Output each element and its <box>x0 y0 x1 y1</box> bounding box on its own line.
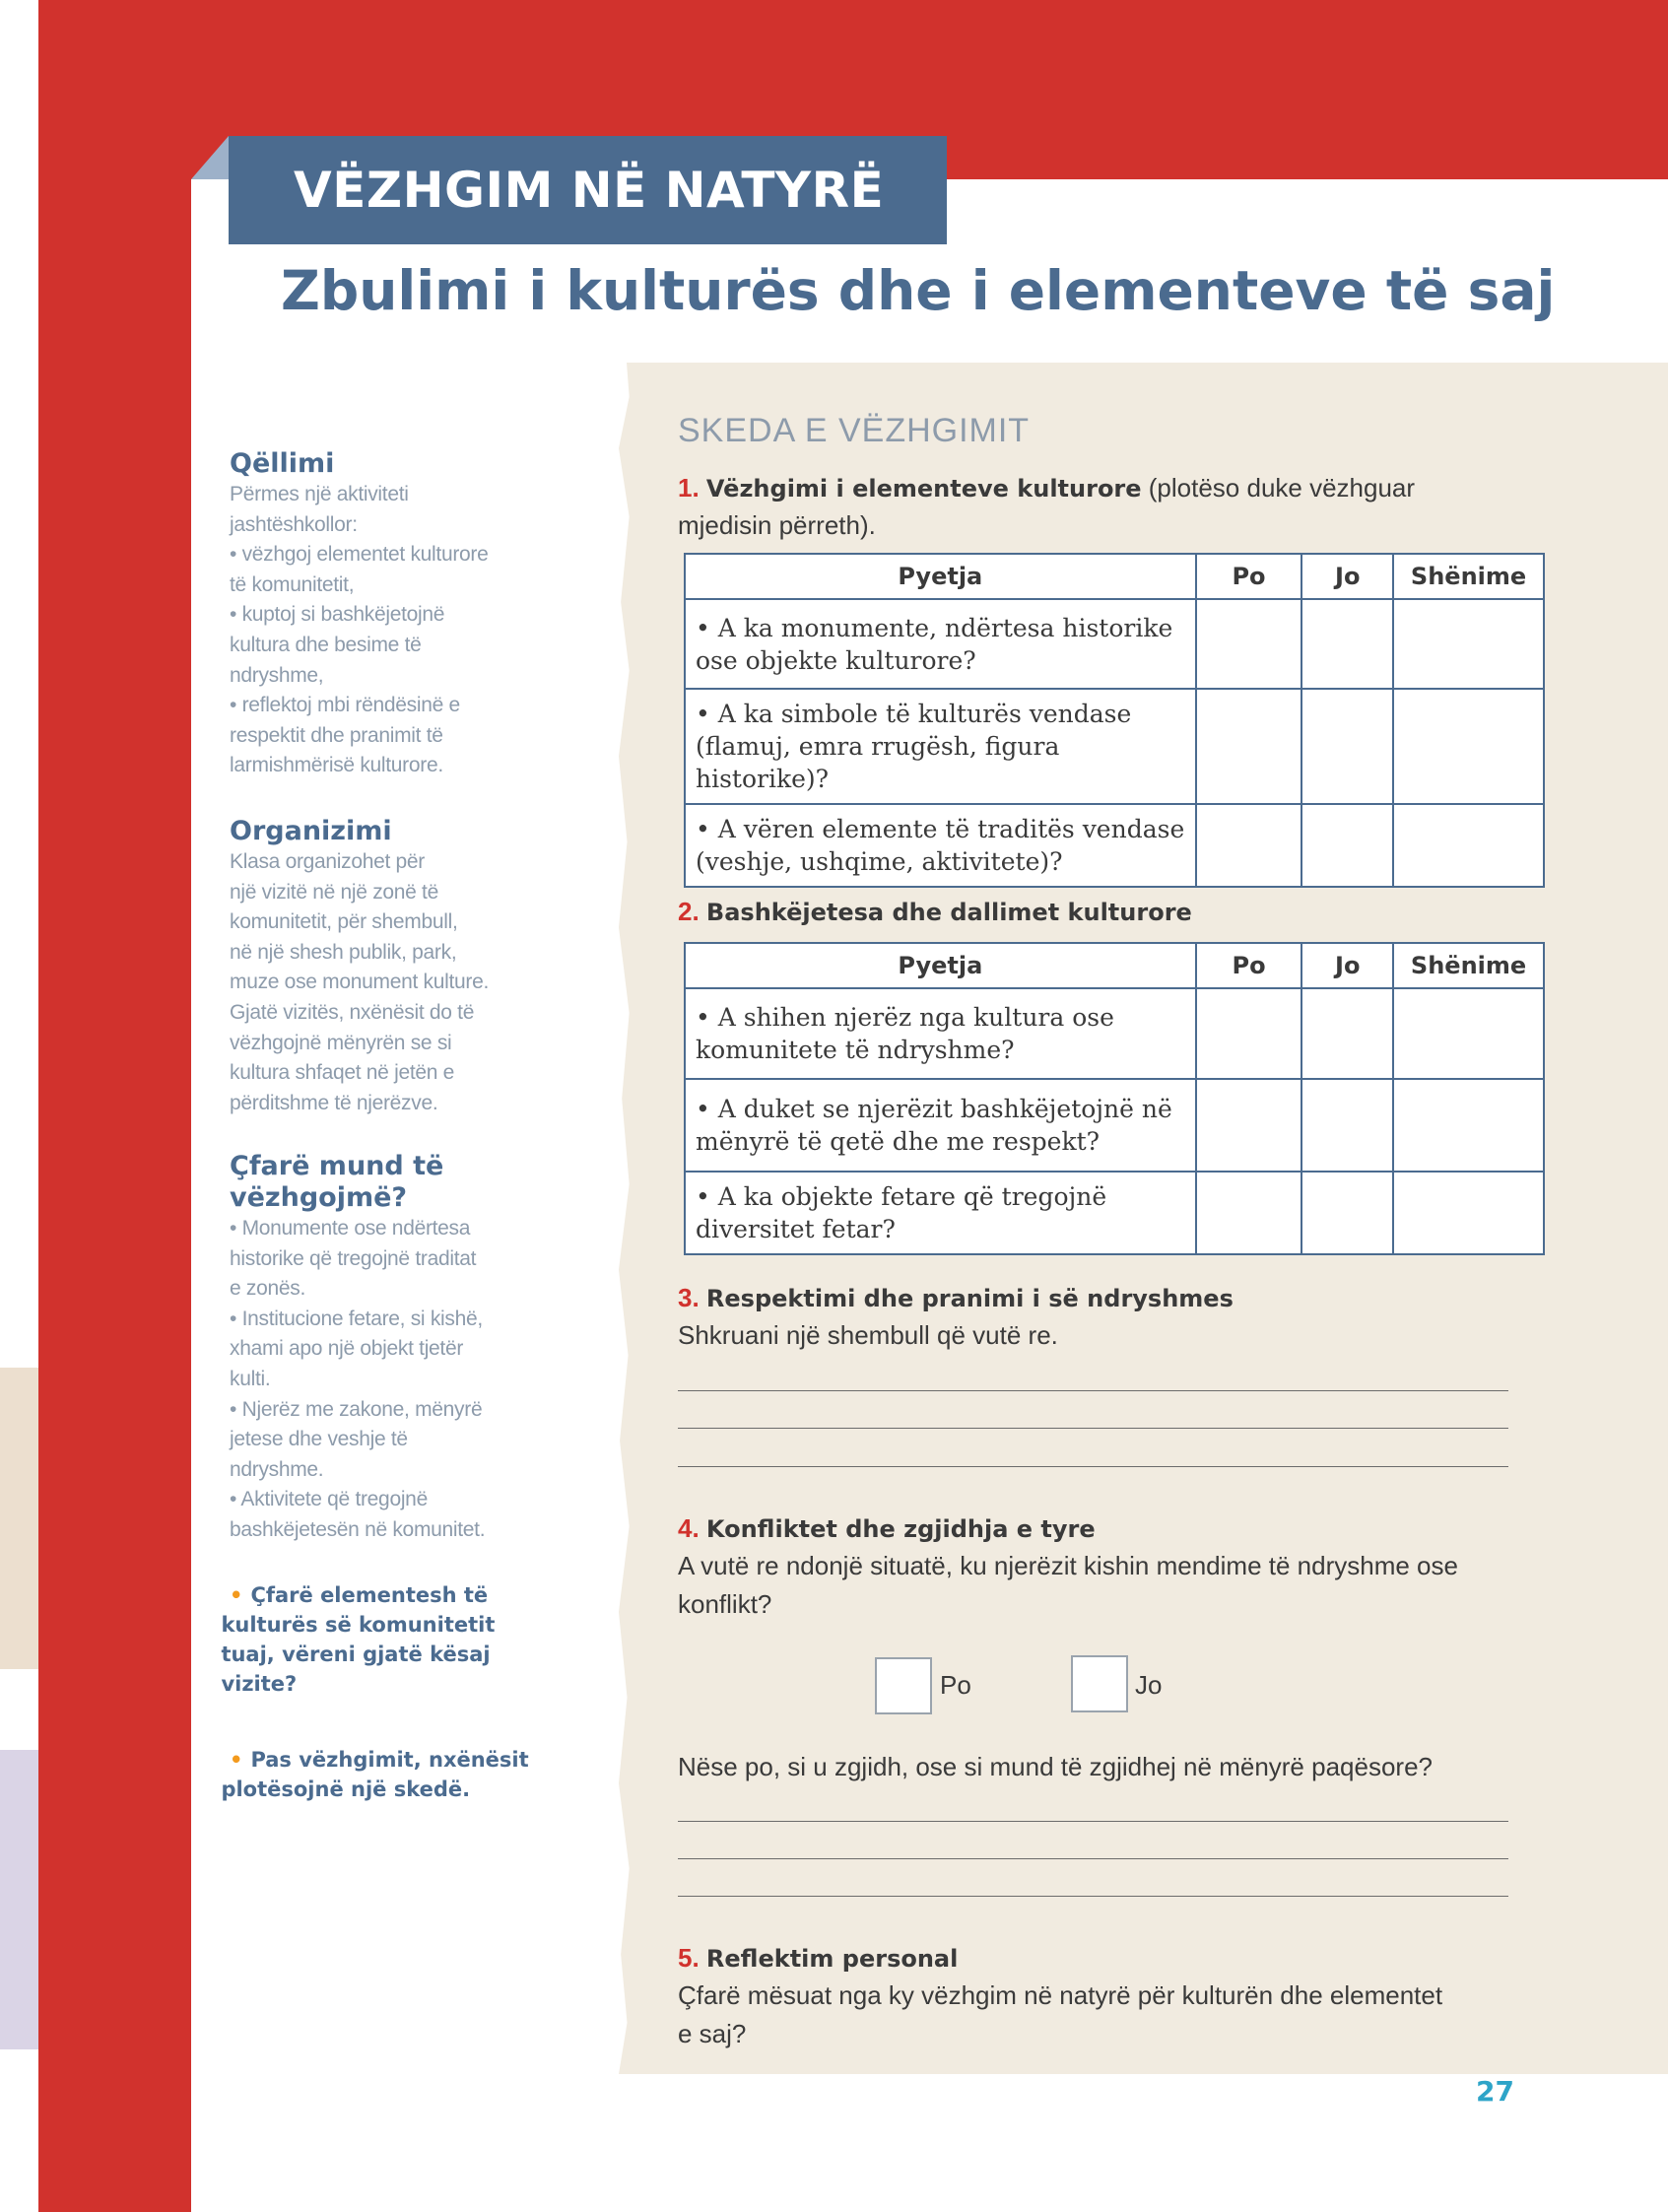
question-cell: • A shihen njerëz nga kultura ose komunitete të ndryshme? <box>685 988 1196 1079</box>
question-cell: • A vëren elemente të traditës vendase (veshje, ushqime, aktivitete)? <box>685 804 1196 887</box>
header-po: Po <box>1196 943 1302 988</box>
table-header-row <box>685 943 1544 988</box>
q4-followup: Nëse po, si u zgjidh, ose si mund të zgjidhej në mënyrë paqësore? <box>678 1752 1433 1781</box>
q4-heading <box>678 1509 1096 1548</box>
q5-text: Çfarë mësuat nga ky vëzhgim në natyrë për kulturën dhe elementet e saj? <box>678 1980 1443 2048</box>
q2-heading <box>678 893 1192 931</box>
observation-table-1 <box>684 553 1545 888</box>
q3-heading <box>678 1279 1234 1317</box>
edge-tab-lilac <box>0 1750 38 2049</box>
question-cell: • A ka simbole të kulturës vendase (flamuj, emra rrugësh, figura historike)? <box>685 689 1196 804</box>
question-cell: • A ka objekte fetare që tregojnë diversitet fetar? <box>685 1172 1196 1254</box>
notes-cell[interactable] <box>1393 689 1544 804</box>
checkbox-po[interactable] <box>875 1657 932 1714</box>
header-po: Po <box>1196 554 1302 599</box>
sidebar-question-2-text: Pas vëzhgimit, nxënësit plotësojnë një skedë. <box>221 1748 529 1801</box>
answer-line[interactable] <box>678 1428 1508 1429</box>
cfare-heading: Çfarë mund të vëzhgojmë? <box>230 1151 444 1213</box>
answer-line[interactable] <box>678 1466 1508 1467</box>
jo-cell[interactable] <box>1301 804 1393 887</box>
q1-heading <box>678 469 1415 507</box>
bullet-dot: • <box>230 1583 243 1607</box>
q5-number: 5. <box>678 1943 700 1973</box>
organizimi-text: Klasa organizohet për një vizitë në një zonë të komunitetit, për shembull, në një shesh publik, park, muze ose monument kulture. Gjatë vizitës, nxënësit do të vëzhgojnë mënyrën se si kultura shfaqet në jetën e përditshme të njerëzve. <box>230 850 489 1114</box>
title-banner <box>229 136 947 244</box>
section-organizimi <box>230 816 560 1118</box>
jo-cell[interactable] <box>1301 1172 1393 1254</box>
table-row <box>685 599 1544 689</box>
jo-cell[interactable] <box>1301 599 1393 689</box>
jo-cell[interactable] <box>1301 689 1393 804</box>
header-shenime: Shënime <box>1393 943 1544 988</box>
q5-heading <box>678 1939 958 1977</box>
table-row <box>685 988 1544 1079</box>
notes-cell[interactable] <box>1393 1079 1544 1172</box>
q1-title: Vëzhgimi i elementeve kulturore <box>705 475 1142 503</box>
answer-line[interactable] <box>678 1896 1508 1897</box>
q5-title: Reflektim personal <box>705 1945 959 1973</box>
q4-title: Konfliktet dhe zgjidhja e tyre <box>705 1515 1096 1543</box>
observation-table-2 <box>684 942 1545 1255</box>
sidebar-question-2 <box>221 1745 560 1804</box>
table-row <box>685 804 1544 887</box>
sidebar-question-1-text: Çfarë elementesh të kulturës së komunitetit tuaj, vëreni gjatë kësaj vizite? <box>221 1583 496 1696</box>
q1-number: 1. <box>678 473 700 503</box>
answer-line[interactable] <box>678 1390 1508 1391</box>
po-cell[interactable] <box>1196 988 1302 1079</box>
qellimi-text: Përmes një aktiviteti jashtëshkollor: • vëzhgoj elementet kulturore të komunitetit, • kuptoj si bashkëjetojnë kultura dhe besime të ndryshme, • reflektoj mbi rëndësinë e respektit dhe pranimit të larmishmërisë kulturore. <box>230 483 489 777</box>
page-subtitle: Zbulimi i kulturës dhe i elementeve të saj <box>281 259 1556 322</box>
table-row <box>685 1172 1544 1254</box>
answer-line[interactable] <box>678 1821 1508 1822</box>
edge-tab-beige <box>0 1368 38 1669</box>
notes-cell[interactable] <box>1393 599 1544 689</box>
q3-title: Respektimi dhe pranimi i së ndryshmes <box>705 1285 1234 1312</box>
section-qellimi <box>230 448 560 781</box>
banner-title: VËZHGIM NË NATYRË <box>294 162 885 219</box>
bullet-dot: • <box>230 1748 243 1772</box>
q3-text: Shkruani një shembull që vutë re. <box>678 1320 1058 1350</box>
checkbox-jo[interactable] <box>1071 1655 1128 1712</box>
q2-title: Bashkëjetesa dhe dallimet kulturore <box>705 899 1192 926</box>
organizimi-heading: Organizimi <box>230 816 392 846</box>
jo-cell[interactable] <box>1301 988 1393 1079</box>
header-pyetja: Pyetja <box>685 943 1196 988</box>
notes-cell[interactable] <box>1393 988 1544 1079</box>
table-header-row <box>685 554 1544 599</box>
po-cell[interactable] <box>1196 599 1302 689</box>
cfare-text: • Monumente ose ndërtesa historike që tregojnë traditat e zonës. • Institucione fetare, si kishë, xhami apo një objekt tjetër kulti. • Njerëz me zakone, mënyrë jetese dhe veshje të ndryshme. • Aktivitete që tregojnë bashkëjetesën në komunitet. <box>230 1217 486 1541</box>
header-jo: Jo <box>1301 943 1393 988</box>
jo-cell[interactable] <box>1301 1079 1393 1172</box>
q1-line2: mjedisin përreth). <box>678 510 876 540</box>
red-left-band <box>38 0 191 2212</box>
page-number: 27 <box>1476 2075 1514 2108</box>
po-cell[interactable] <box>1196 1172 1302 1254</box>
worksheet-title: SKEDA E VËZHGIMIT <box>678 412 1031 449</box>
po-cell[interactable] <box>1196 804 1302 887</box>
question-cell: • A duket se njerëzit bashkëjetojnë në mënyrë të qetë dhe me respekt? <box>685 1079 1196 1172</box>
po-cell[interactable] <box>1196 1079 1302 1172</box>
q4-text: A vutë re ndonjë situatë, ku njerëzit kishin mendime të ndryshme ose konflikt? <box>678 1551 1458 1619</box>
q1-title-rest: (plotëso duke vëzhguar <box>1141 473 1416 503</box>
sidebar-question-1 <box>221 1580 560 1699</box>
question-cell: • A ka monumente, ndërtesa historike ose objekte kulturore? <box>685 599 1196 689</box>
notes-cell[interactable] <box>1393 804 1544 887</box>
answer-line[interactable] <box>678 1858 1508 1859</box>
table-row <box>685 1079 1544 1172</box>
notes-cell[interactable] <box>1393 1172 1544 1254</box>
q4-number: 4. <box>678 1513 700 1543</box>
qellimi-heading: Qëllimi <box>230 448 335 479</box>
header-pyetja: Pyetja <box>685 554 1196 599</box>
header-shenime: Shënime <box>1393 554 1544 599</box>
header-jo: Jo <box>1301 554 1393 599</box>
checkbox-po-label: Po <box>940 1670 971 1700</box>
po-cell[interactable] <box>1196 689 1302 804</box>
banner-fold <box>191 136 229 179</box>
table-row <box>685 689 1544 804</box>
q3-number: 3. <box>678 1283 700 1312</box>
section-cfare <box>230 1151 560 1546</box>
q2-number: 2. <box>678 897 700 926</box>
checkbox-jo-label: Jo <box>1135 1670 1163 1700</box>
